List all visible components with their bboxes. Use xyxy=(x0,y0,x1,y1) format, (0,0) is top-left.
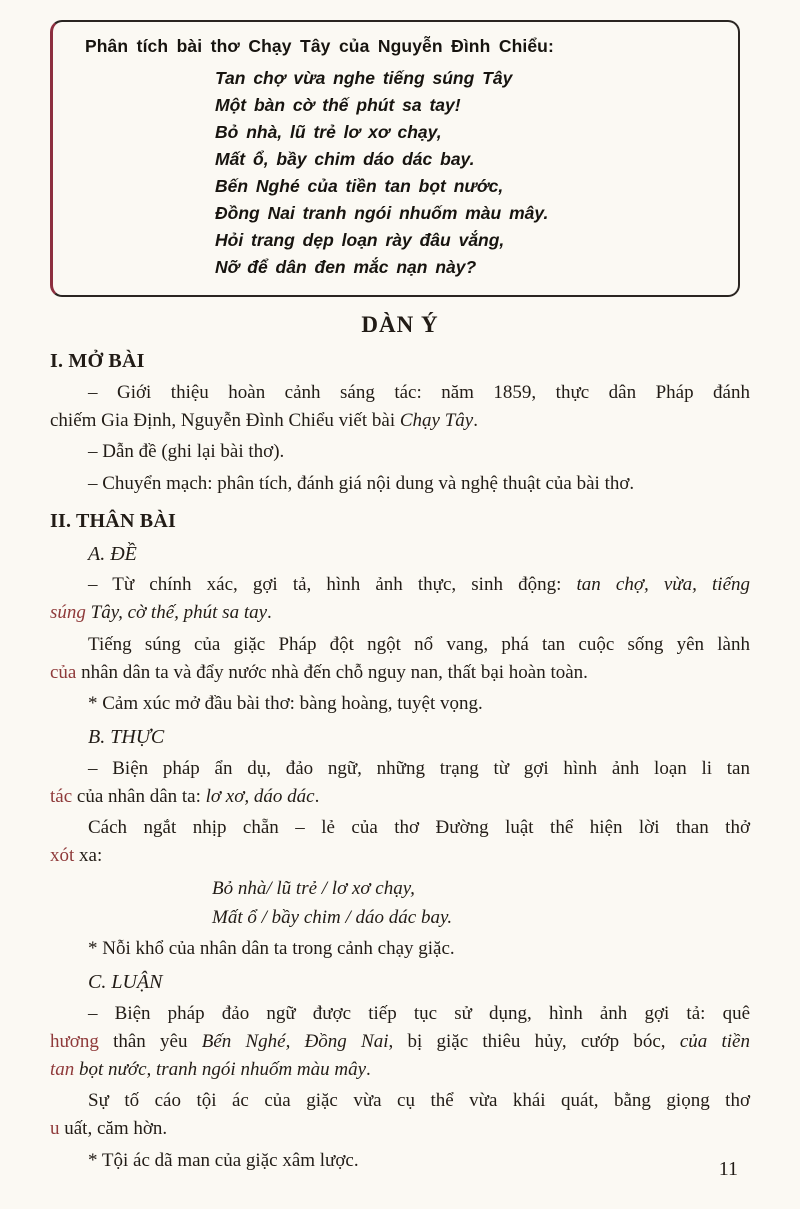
outline-content xyxy=(0,312,800,1175)
paragraph-noi-kho: * Nỗi khổ của nhân dân ta trong cảnh chạy giặc. xyxy=(88,938,455,959)
poem-line: Tan chợ vừa nghe tiếng súng Tây xyxy=(215,68,513,88)
poem-line: Bến Nghé của tiền tan bọt nước, xyxy=(215,176,504,196)
paragraph-bien-phap-an-du: – Biện pháp ẩn dụ, đảo ngữ, những trạng từ gợi hình ảnh loạn li tan tác của nhân dân ta: lơ xơ, dáo dác. xyxy=(50,757,750,807)
paragraph-su-to-cao: Sự tố cáo tội ác của giặc vừa cụ thể vừa khái quát, bằng giọng thơ u uất, căm hờn. xyxy=(50,1090,750,1139)
paragraph-gioi-thieu: – Giới thiệu hoàn cảnh sáng tác: năm 1859, thực dân Pháp đánh chiếm Gia Định, Nguyễn Đình Chiểu viết bài Chạy Tây. xyxy=(50,381,750,431)
poem-line: Nỡ để dân đen mắc nạn này? xyxy=(215,257,477,277)
paragraph-dan-de: – Dẫn đề (ghi lại bài thơ). xyxy=(88,441,285,462)
subsection-luan: C. LUẬN xyxy=(88,971,163,993)
poem-line: Mất ổ, bầy chim dáo dác bay. xyxy=(215,149,475,169)
quoted-verse-line: Mất ổ / bầy chim / dáo dác bay. xyxy=(212,906,453,928)
quoted-verse-line: Bỏ nhà/ lũ trẻ / lơ xơ chạy, xyxy=(212,877,415,899)
poem-line: Một bàn cờ thế phút sa tay! xyxy=(215,95,461,115)
poem-line: Hỏi trang dẹp loạn rày đâu vắng, xyxy=(215,230,505,250)
subsection-de: A. ĐỀ xyxy=(88,542,137,565)
poem-line: Đồng Nai tranh ngói nhuốm màu mây. xyxy=(215,203,549,223)
poem-line: Bỏ nhà, lũ trẻ lơ xơ chạy, xyxy=(215,122,442,142)
outline-title: DÀN Ý xyxy=(361,312,439,337)
paragraph-tieng-sung: Tiếng súng của giặc Pháp đột ngột nổ vang, phá tan cuộc sống yên lành của nhân dân ta và đẩy nước nhà đến chỗ nguy nan, thất bại hoàn toàn. xyxy=(50,633,750,683)
section-heading-mo-bai: I. MỞ BÀI xyxy=(50,350,145,372)
paragraph-tu-chinh-xac: – Từ chính xác, gợi tả, hình ảnh thực, sinh động: tan chợ, vừa, tiếng súng Tây, cờ thế, phút sa tay. xyxy=(50,574,750,623)
paragraph-cam-xuc: * Cảm xúc mở đầu bài thơ: bàng hoàng, tuyệt vọng. xyxy=(88,693,483,714)
paragraph-toi-ac: * Tội ác dã man của giặc xâm lược. xyxy=(88,1149,359,1171)
assignment-prompt-box xyxy=(50,20,740,297)
poem xyxy=(215,65,724,281)
paragraph-cach-ngat: Cách ngắt nhịp chẵn – lẻ của thơ Đường luật thể hiện lời than thở xót xa: xyxy=(50,817,750,866)
paragraph-chuyen-mach: – Chuyển mạch: phân tích, đánh giá nội dung và nghệ thuật của bài thơ. xyxy=(88,472,635,494)
paragraph-bien-phap-dao-ngu: – Biện pháp đảo ngữ được tiếp tục sử dụng, hình ảnh gợi tả: quê hương thân yêu Bến Nghé, Đồng Nai, bị giặc thiêu hủy, cướp bóc, của tiền tan bọt nước, tranh ngói nhuốm màu mây. xyxy=(50,1002,750,1080)
book-page xyxy=(0,20,800,1209)
prompt-title: Phân tích bài thơ Chạy Tây của Nguyễn Đình Chiểu: xyxy=(85,36,554,56)
subsection-thuc: B. THỰC xyxy=(88,726,165,748)
section-heading-than-bai: II. THÂN BÀI xyxy=(50,509,176,532)
page-number: 11 xyxy=(718,1158,738,1180)
